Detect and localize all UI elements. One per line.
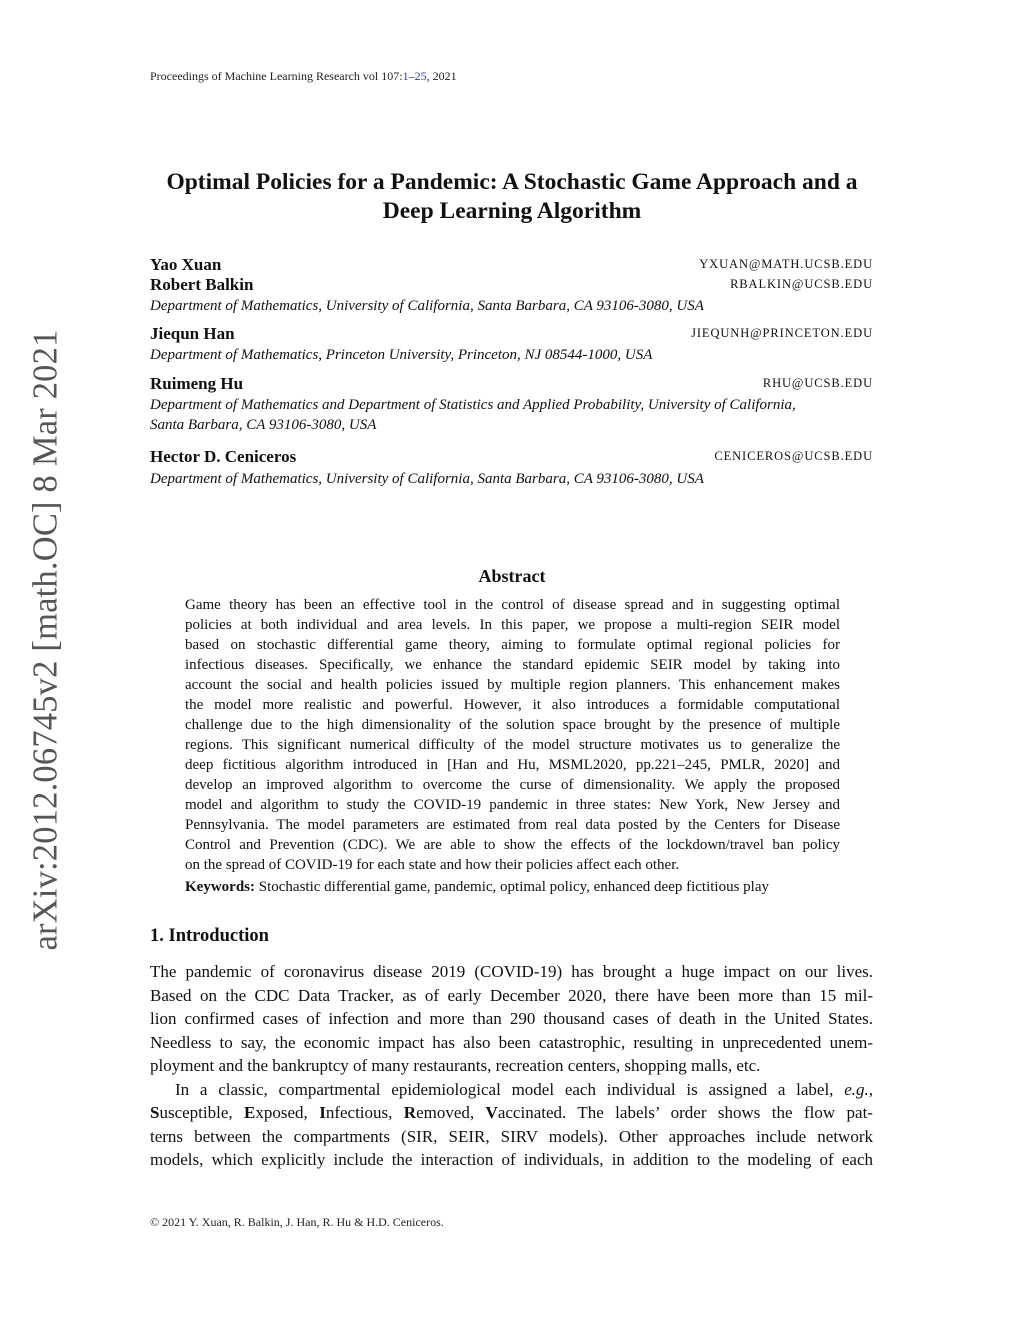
intro-line: models, which explicitly include the interaction of individuals, in addition to the modeling of each [150, 1150, 873, 1169]
author-email[interactable]: YXUAN@MATH.UCSB.EDU [699, 257, 873, 271]
affiliation: Department of Mathematics and Department of Statistics and Applied Probability, University of California, [150, 397, 796, 413]
intro-line: terns between the compartments (SIR, SEIR, SIRV models). Other approaches include network [150, 1126, 873, 1146]
affiliation: Department of Mathematics, University of California, Santa Barbara, CA 93106-3080, USA [150, 298, 704, 314]
section-heading-introduction: 1. Introduction [150, 926, 269, 946]
author-row [150, 374, 873, 394]
arxiv-stamp: arXiv:2012.06745v2 [math.OC] 8 Mar 2021 [26, 329, 65, 951]
author-name: Jiequn Han [150, 324, 235, 343]
author-name: Hector D. Ceniceros [150, 447, 297, 466]
introduction-body [150, 960, 873, 1172]
compartment-rest: nfectious, [325, 1103, 404, 1122]
header-year: , 2021 [426, 69, 457, 83]
abstract-line: on the spread of COVID-19 for each state and how their policies affect each other. [185, 857, 680, 873]
author-email[interactable]: RHU@UCSB.EDU [762, 376, 873, 390]
running-header [150, 69, 457, 84]
abstract-line: based on stochastic differential game theory, aiming to formulate optimal regional policies for [185, 637, 840, 653]
header-page-end-link[interactable]: 25 [414, 69, 427, 83]
title-line-1: Optimal Policies for a Pandemic: A Stochastic Game Approach and a [166, 169, 858, 195]
abstract-line: policies at both individual and area levels. In this paper, we propose a multi-region SEIR model [185, 617, 840, 633]
abstract-line: Game theory has been an effective tool in the control of disease spread and in suggesting optimal [185, 597, 840, 613]
author-row [150, 447, 873, 467]
compartment-rest: emoved, [416, 1103, 486, 1122]
title-line-2: Deep Learning Algorithm [382, 198, 642, 224]
intro-eg: e.g. [844, 1079, 869, 1099]
compartment-rest: accinated. The labels’ order shows the flow pat- [497, 1103, 873, 1122]
compartment-initial: S [150, 1103, 160, 1122]
keywords-label: Keywords: [185, 879, 255, 895]
header-page-start-link[interactable]: 1 [402, 69, 409, 83]
abstract-line: the model more realistic and powerful. However, it also introduces a formidable computational [185, 697, 840, 713]
keywords-text: Stochastic differential game, pandemic, optimal policy, enhanced deep fictitious play [255, 879, 769, 895]
intro-line: The pandemic of coronavirus disease 2019 (COVID-19) has brought a huge impact on our lives. [150, 962, 873, 981]
compartment-initial: E [244, 1103, 256, 1122]
intro-line: lion confirmed cases of infection and more than 290 thousand cases of death in the United States. [150, 1009, 873, 1028]
abstract-line: model and algorithm to study the COVID-19 pandemic in three states: New York, New Jersey and [185, 797, 840, 813]
intro-line: Needless to say, the economic impact has also been catastrophic, resulting in unprecedented unem- [150, 1032, 873, 1052]
abstract-line: regions. This significant numerical difficulty of the model structure motivates us to generalize the [185, 737, 840, 753]
abstract-line: deep fictitious algorithm introduced in [Han and Hu, MSML2020, pp.221–245, PMLR, 2020] and [185, 757, 840, 773]
intro-line: Based on the CDC Data Tracker, as of early December 2020, there have been more than 15 mil- [150, 985, 873, 1005]
compartment-initial: I [319, 1103, 326, 1122]
author-email[interactable]: RBALKIN@UCSB.EDU [730, 277, 873, 291]
author-email[interactable]: JIEQUNH@PRINCETON.EDU [691, 326, 873, 340]
author-row [150, 324, 873, 344]
intro-line [150, 1078, 873, 1102]
keywords [185, 877, 840, 897]
intro-text: , [868, 1079, 873, 1099]
abstract-heading: Abstract [478, 566, 546, 586]
abstract-line: infectious diseases. Specifically, we enhance the standard epidemic SEIR model by taking into [185, 657, 840, 673]
compartment-initial: V [485, 1103, 498, 1122]
abstract-line: Pennsylvania. The model parameters are estimated from real data posted by the Centers for Disease [185, 817, 840, 833]
author-row [150, 255, 873, 275]
abstract-line: Control and Prevention (CDC). We are able to show the effects of the lockdown/travel ban policy [185, 837, 840, 853]
abstract-line: develop an improved algorithm to overcome the curse of dimensionality. We apply the proposed [185, 777, 840, 793]
abstract-line: account the social and health policies issued by multiple region planners. This enhancement makes [185, 677, 840, 693]
copyright-footer: © 2021 Y. Xuan, R. Balkin, J. Han, R. Hu & H.D. Ceniceros. [150, 1215, 444, 1229]
author-name: Ruimeng Hu [150, 374, 244, 393]
author-row [150, 275, 873, 295]
compartment-rest: xposed, [255, 1103, 320, 1122]
abstract-line: challenge due to the high dimensionality of the solution space brought by the presence of multiple [185, 717, 840, 733]
header-venue: Proceedings of Machine Learning Research vol 107: [150, 69, 403, 83]
compartment-rest: usceptible, [159, 1103, 245, 1122]
author-name: Yao Xuan [150, 255, 222, 274]
header-dash: – [408, 69, 415, 83]
intro-line [150, 1101, 873, 1125]
author-name: Robert Balkin [150, 275, 254, 294]
affiliation: Santa Barbara, CA 93106-3080, USA [150, 417, 377, 433]
author-email[interactable]: CENICEROS@UCSB.EDU [714, 449, 873, 463]
affiliation: Department of Mathematics, Princeton University, Princeton, NJ 08544-1000, USA [150, 347, 653, 363]
intro-line: ployment and the bankruptcy of many restaurants, recreation centers, shopping malls, etc. [150, 1056, 761, 1075]
compartment-initial: R [403, 1103, 417, 1122]
abstract-body [185, 595, 840, 875]
affiliation: Department of Mathematics, University of California, Santa Barbara, CA 93106-3080, USA [150, 471, 704, 487]
intro-text: In a classic, compartmental epidemiological model each individual is assigned a label, [175, 1079, 845, 1099]
paper-title [150, 168, 874, 226]
